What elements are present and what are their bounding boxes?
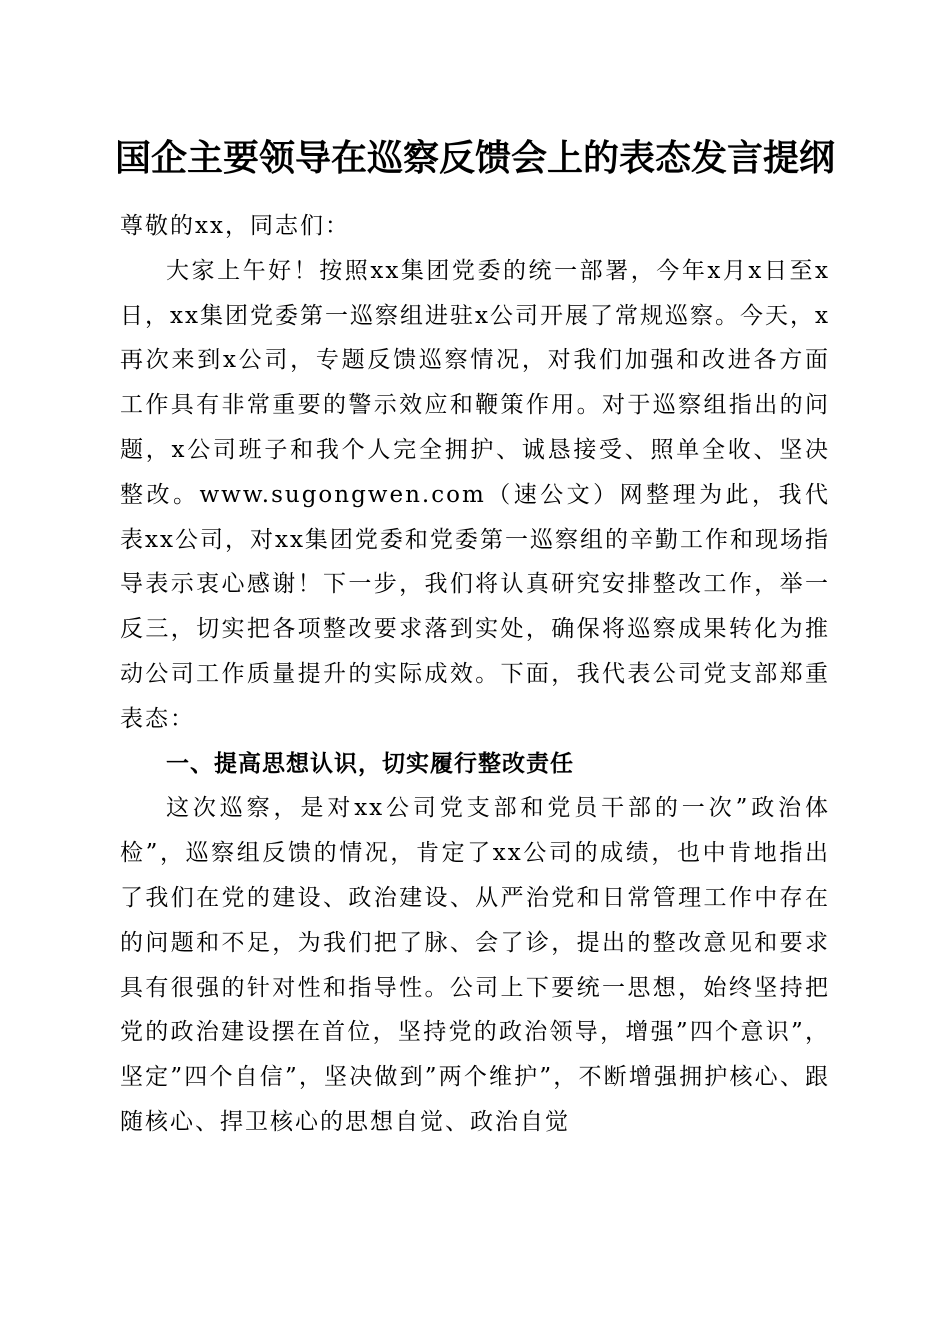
opening-paragraph: 大家上午好！按照xx集团党委的统一部署，今年x月x日至x日，xx集团党委第一巡察组进驻x公司开展了常规巡察。今天，x再次来到x公司，专题反馈巡察情况，对我们加强和改进各方面工作具有非常重要的警示效应和鞭策作用。对于巡察组指出的问题，x公司班子和我个人完全拥护、诚恳接受、照单全收、坚决整改。www.sugongwen.com（速公文）网整理为此，我代表xx公司，对xx集团党委和党委第一巡察组的辛勤工作和现场指导表示衷心感谢！下一步，我们将认真研究安排整改工作，举一反三，切实把各项整改要求落到实处，确保将巡察成果转化为推动公司工作质量提升的实际成效。下面，我代表公司党支部郑重表态： bbox=[120, 257, 830, 732]
section-1-paragraph: 这次巡察，是对xx公司党支部和党员干部的一次”政治体检”，巡察组反馈的情况，肯定了xx公司的成绩，也中肯地指出了我们在党的建设、政治建设、从严治党和日常管理工作中存在的问题和不足，为我们把了脉、会了诊，提出的整改意见和要求具有很强的针对性和指导性。公司上下要统一思想，始终坚持把党的政治建设摆在首位，坚持党的政治领导，增强”四个意识”，坚定”四个自信”，坚决做到”两个维护”，不断增强拥护核心、跟随核心、捍卫核心的思想自觉、政治自觉 bbox=[120, 795, 830, 1135]
salutation: 尊敬的xx，同志们： bbox=[120, 213, 350, 239]
section-heading-1: 一、提高思想认识，切实履行整改责任 bbox=[166, 750, 574, 777]
document-title: 国企主要领导在巡察反馈会上的表态发言提纲 bbox=[114, 137, 835, 179]
document-body bbox=[120, 204, 830, 1145]
